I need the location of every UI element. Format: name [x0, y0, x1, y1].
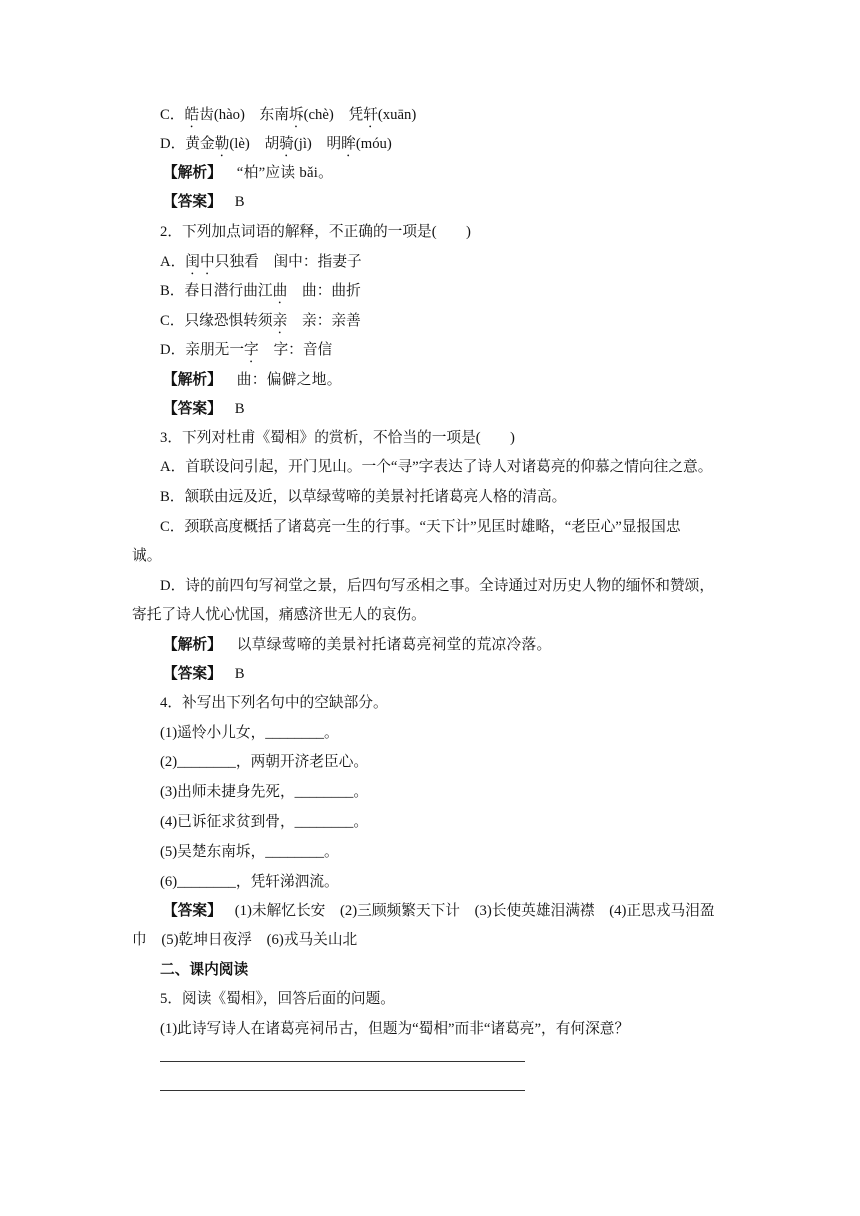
q3-option-d: D．诗的前四句写祠堂之景，后四句写丞相之事。全诗通过对历史人物的缅怀和赞颂， — [160, 578, 715, 594]
analysis-label: 【解析】 — [163, 164, 222, 181]
option-text: (chè) 凭 — [303, 107, 364, 123]
q2-analysis — [163, 369, 342, 391]
option-text: 曲：曲折 — [287, 283, 361, 299]
option-text: D．亲朋无一 — [160, 342, 245, 358]
option-text: D．黄金 — [160, 136, 215, 152]
q2-answer — [163, 398, 245, 420]
emphasized-word: 字 — [244, 342, 259, 358]
q4-item: (6)________，凭轩涕泗流。 — [160, 874, 339, 890]
q4-answer-continued: 巾 (5)乾坤日夜浮 (6)戎马关山北 — [132, 932, 358, 948]
option-text: 字：音信 — [258, 342, 333, 358]
option-text: B．春日潜行曲江 — [160, 283, 273, 299]
option-text: 亲：亲善 — [287, 313, 361, 329]
emphasized-char: 坼 — [288, 107, 304, 123]
q4-item: (5)吴楚东南坼，________。 — [160, 844, 339, 860]
option-text: (móu) — [355, 136, 392, 152]
option-text: (lè) 胡 — [229, 136, 280, 152]
answer-label: 【答案】 — [163, 665, 222, 682]
q4-item: (2)________，两朝开济老臣心。 — [160, 754, 369, 770]
option-text: (jì) 明 — [293, 136, 342, 152]
option-text: C．只缘恐惧转须 — [160, 313, 273, 329]
emphasized-word: 曲 — [272, 283, 288, 299]
q4-item: (4)已诉征求贫到骨，________。 — [160, 814, 369, 830]
answer-label: 【答案】 — [163, 902, 222, 919]
q2-option-b — [160, 280, 361, 302]
q3-stem: 3．下列对杜甫《蜀相》的赏析，不恰当的一项是( ) — [160, 430, 515, 446]
analysis-text: 以草绿莺啼的美景衬托诸葛亮祠堂的荒凉冷落。 — [236, 637, 552, 653]
q4-stem: 4．补写出下列名句中的空缺部分。 — [160, 695, 388, 711]
q1-answer — [163, 191, 245, 213]
answer-value: B — [234, 194, 245, 210]
emphasized-char: 勒 — [214, 136, 230, 152]
q5-stem: 5．阅读《蜀相》，回答后面的问题。 — [160, 991, 395, 1007]
q1-option-d — [160, 133, 392, 155]
answer-value: (1)未解忆长安 (2)三顾频繁天下计 (3)长使英雄泪满襟 (4)正思戎马泪盈 — [234, 903, 715, 919]
answer-line — [160, 1090, 525, 1091]
q3-analysis — [163, 634, 552, 656]
option-text: 只独看 闺中：指妻子 — [214, 254, 362, 270]
analysis-text: “柏”应读 bǎi。 — [236, 165, 334, 181]
emphasized-char: 眸 — [341, 136, 356, 152]
q2-stem: 2．下列加点词语的解释，不正确的一项是( ) — [160, 224, 471, 240]
emphasized-word: 亲 — [272, 313, 288, 329]
option-text: A． — [160, 254, 186, 270]
section-title: 二、课内阅读 — [160, 961, 249, 978]
emphasized-char: 轩 — [363, 107, 378, 123]
q2-option-a — [160, 251, 362, 273]
q3-option-c: C．颈联高度概括了诸葛亮一生的行事。“天下计”见匡时雄略，“老臣心”显报国忠 — [160, 519, 681, 535]
analysis-label: 【解析】 — [163, 371, 222, 388]
q2-option-d — [160, 339, 332, 361]
q2-option-c — [160, 310, 361, 332]
q3-option-b: B．颔联由远及近，以草绿莺啼的美景衬托诸葛亮人格的清高。 — [160, 489, 567, 505]
option-text: C． — [160, 107, 185, 123]
option-text: (xuān) — [377, 107, 417, 123]
analysis-label: 【解析】 — [163, 636, 222, 653]
answer-value: B — [234, 401, 245, 417]
emphasized-char: 皓 — [184, 107, 200, 123]
q1-analysis — [163, 162, 333, 184]
option-text: 齿(hào) 东南 — [199, 107, 289, 123]
q5-sub-question: (1)此诗写诗人在诸葛亮祠吊古，但题为“蜀相”而非“诸葛亮”，有何深意？ — [160, 1021, 630, 1037]
analysis-text: 曲：偏僻之地。 — [236, 372, 342, 388]
q4-answer — [163, 900, 715, 922]
q1-option-c — [160, 104, 416, 126]
answer-label: 【答案】 — [163, 400, 222, 417]
q4-item: (1)遥怜小儿女，________。 — [160, 725, 339, 741]
answer-value: B — [234, 666, 245, 682]
answer-line — [160, 1061, 525, 1062]
q3-answer — [163, 663, 245, 685]
emphasized-char: 骑 — [279, 136, 294, 152]
q4-item: (3)出师未捷身先死，________。 — [160, 784, 369, 800]
emphasized-word: 闺中 — [185, 254, 215, 270]
q3-option-d-continued: 寄托了诗人忧心忧国，痛感济世无人的哀伤。 — [132, 607, 426, 623]
answer-label: 【答案】 — [163, 193, 222, 210]
q3-option-a: A．首联设问引起，开门见山。一个“寻”字表达了诗人对诸葛亮的仰慕之情向往之意。 — [160, 459, 713, 475]
q3-option-c-continued: 诚。 — [132, 548, 162, 564]
